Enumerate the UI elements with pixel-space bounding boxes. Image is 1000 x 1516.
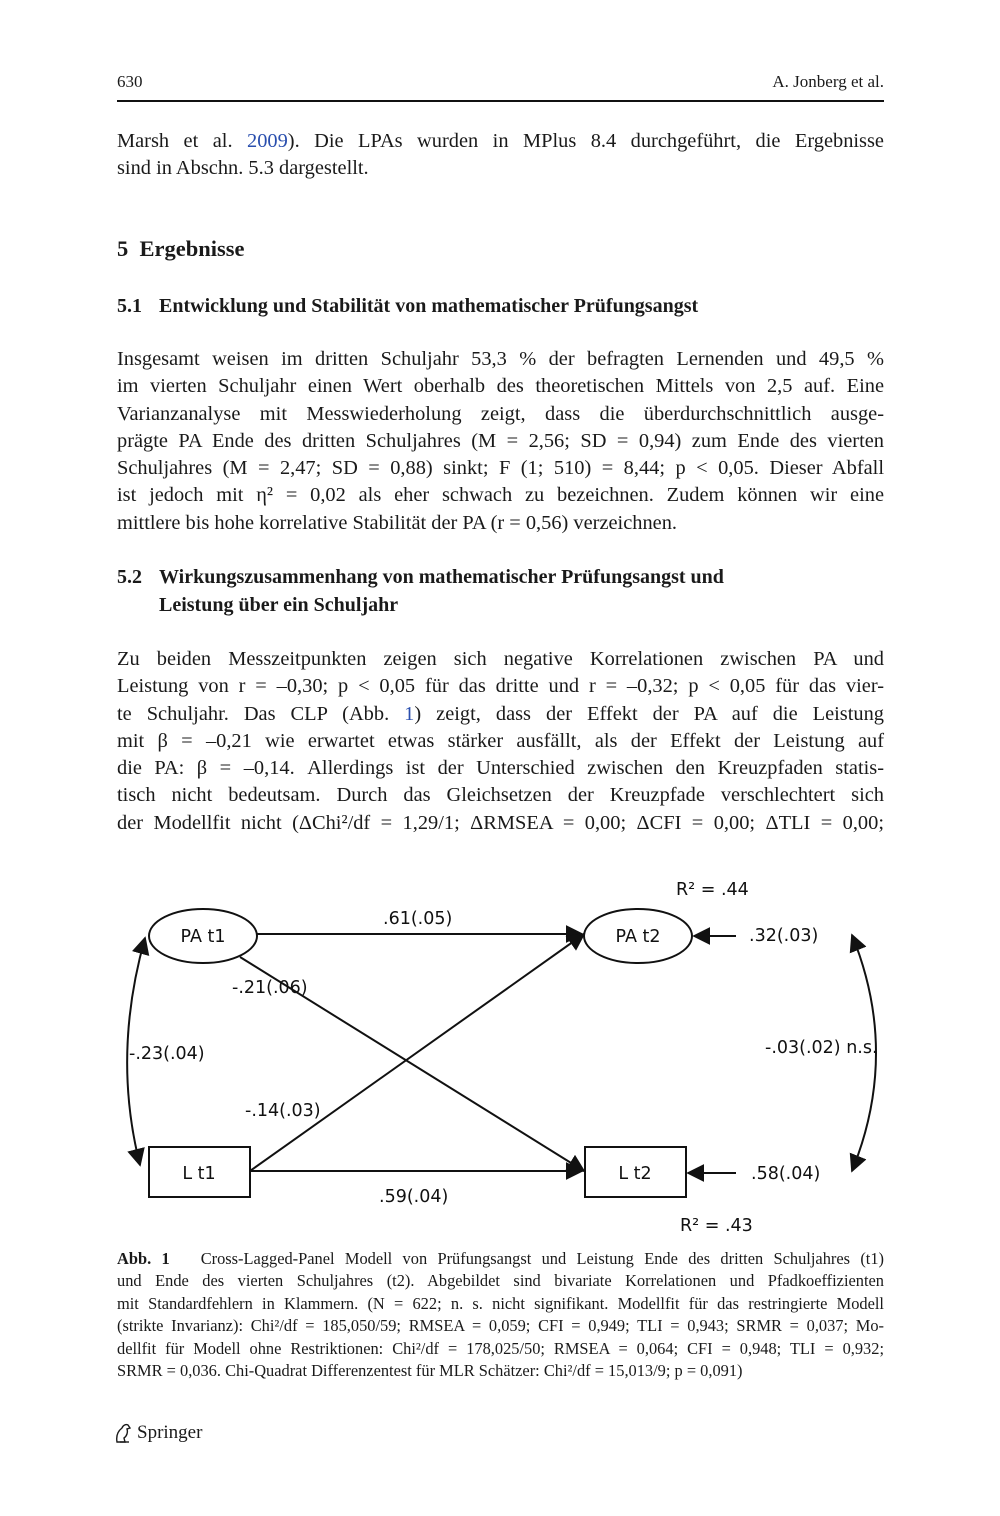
text-fragment: ). Die LPAs wurden in MPlus 8.4 durchgeführt, die Ergebnisse xyxy=(287,130,884,152)
intro-line xyxy=(117,128,884,155)
r-squared-label: R² = .44 xyxy=(676,880,749,900)
section-title: Ergebnisse xyxy=(139,236,245,261)
caption-line: SRMR = 0,036. Chi-Quadrat Differenzentest für MLR Schätzer: Chi²/df = 15,013/9; p = 0,091) xyxy=(117,1361,743,1381)
para-line: mittlere bis hohe korrelative Stabilität der PA (r = 0,56) verzeichnen. xyxy=(117,511,678,534)
text-fragment: Cross-Lagged-Panel Modell von Prüfungsangst und Leistung Ende des dritten Schuljahres (t1) xyxy=(200,1249,885,1268)
node-label: PA t1 xyxy=(180,927,226,947)
figure-caption xyxy=(117,1248,884,1382)
para-line: die PA: β = –0,14. Allerdings ist der Unterschied zwischen den Kreuzpfaden statis- xyxy=(117,757,884,780)
para-line: Schuljahres (M = 2,47; SD = 0,88) sinkt; F (1; 510) = 8,44; p < 0,05. Dieser Abfall xyxy=(117,457,884,480)
caption-label: Abb. 1 xyxy=(117,1249,170,1268)
node-label: PA t2 xyxy=(615,927,661,947)
coefficient-label: .61(.05) xyxy=(383,909,453,929)
caption-line xyxy=(117,1248,884,1270)
caption-line: dellfit für Modell ohne Restriktionen: Chi²/df = 178,025/50; RMSEA = 0,064; CFI = 0,948; TLI = 0,932; xyxy=(117,1338,884,1358)
para-line: mit β = –0,21 wie erwartet etwas stärker ausfällt, als der Effekt der Leistung auf xyxy=(117,729,884,752)
subsection-title: Wirkungszusammenhang von mathematischer Prüfungsangst und xyxy=(159,566,724,588)
running-head: A. Jonberg et al. xyxy=(772,72,884,91)
subsection-number: 5.1 xyxy=(117,295,142,317)
publisher-name: Springer xyxy=(137,1422,203,1443)
header-rule xyxy=(117,100,884,102)
para-line: Varianzanalyse mit Messwiederholung zeigt, dass die überdurchschnittlich ausge- xyxy=(117,402,884,425)
para-line: Leistung von r = –0,30; p < 0,05 für das dritte und r = –0,32; p < 0,05 für das vier- xyxy=(117,675,884,698)
page-number: 630 xyxy=(117,72,143,91)
caption-line: (strikte Invarianz): Chi²/df = 185,050/59; RMSEA = 0,059; CFI = 0,949; TLI = 0,943; SRMR = 0,037; Mo- xyxy=(117,1316,884,1336)
para-line: im vierten Schuljahr einen Wert oberhalb des theoretischen Mittels von 2,5 auf. Eine xyxy=(117,375,884,398)
coefficient-label: -.21(.06) xyxy=(232,978,308,998)
subsection-title: Entwicklung und Stabilität von mathematischer Prüfungsangst xyxy=(159,295,699,317)
intro-paragraph xyxy=(117,128,884,183)
page-footer xyxy=(113,1420,202,1446)
para-line: prägte PA Ende des dritten Schuljahres (M = 2,56; SD = 0,94) zum Ende des vierten xyxy=(117,429,884,452)
subsection-heading-5-1 xyxy=(117,292,698,320)
para-line: Insgesamt weisen im dritten Schuljahr 53,3 % der befragten Lernenden und 49,5 % xyxy=(117,348,884,370)
text-fragment: te Schuljahr. Das CLP (Abb. xyxy=(117,702,405,725)
text-fragment: Marsh et al. xyxy=(117,130,247,152)
coefficient-label: .32(.03) xyxy=(749,926,819,946)
text-fragment: ) zeigt, dass der Effekt der PA auf die Leistung xyxy=(414,702,884,725)
section-heading xyxy=(117,236,245,262)
subsection-number: 5.2 xyxy=(117,566,142,588)
clp-diagram-svg xyxy=(100,865,900,1245)
para-line: ist jedoch mit η² = 0,02 als eher schwach zu bezeichnen. Zudem können wir eine xyxy=(117,484,884,507)
subsection-heading-5-2 xyxy=(117,563,724,619)
para-line: tisch nicht bedeutsam. Durch das Gleichsetzen der Kreuzpfade verschlechtert sich xyxy=(117,784,884,807)
section-number: 5 xyxy=(117,236,129,261)
figure-link[interactable]: 1 xyxy=(404,702,415,725)
para-line: der Modellfit nicht (ΔChi²/df = 1,29/1; ΔRMSEA = 0,00; ΔCFI = 0,00; ΔTLI = 0,00; xyxy=(117,811,884,834)
coefficient-label: -.14(.03) xyxy=(245,1101,321,1121)
intro-line: sind in Abschn. 5.3 dargestellt. xyxy=(117,157,369,180)
springer-horse-logo-icon xyxy=(113,1422,133,1444)
coefficient-label: .59(.04) xyxy=(379,1187,449,1207)
paragraph-5-2 xyxy=(117,646,884,837)
r-squared-label: R² = .43 xyxy=(680,1216,753,1236)
para-line: Zu beiden Messzeitpunkten zeigen sich negative Korrelationen zwischen PA und xyxy=(117,648,884,670)
coefficient-label: -.03(.02) n.s. xyxy=(765,1038,878,1058)
caption-line: und Ende des vierten Schuljahres (t2). Abgebildet sind bivariate Korrelationen und Pfadkoeffizienten xyxy=(117,1271,884,1291)
page-header xyxy=(117,72,884,98)
subsection-title-continued: Leistung über ein Schuljahr xyxy=(159,594,399,616)
caption-line: mit Standardfehlern in Klammern. (N = 622; n. s. nicht signifikant. Modellfit für das restringierte Modell xyxy=(117,1293,884,1313)
coefficient-label: -.23(.04) xyxy=(129,1044,205,1064)
node-label: L t1 xyxy=(182,1164,216,1184)
path-l-to-pa xyxy=(250,934,584,1171)
coefficient-label: .58(.04) xyxy=(751,1164,821,1184)
paragraph-5-1 xyxy=(117,346,884,537)
para-line xyxy=(117,701,884,728)
node-label: L t2 xyxy=(618,1164,652,1184)
clp-diagram xyxy=(100,865,900,1245)
citation-link[interactable]: 2009 xyxy=(247,130,288,152)
